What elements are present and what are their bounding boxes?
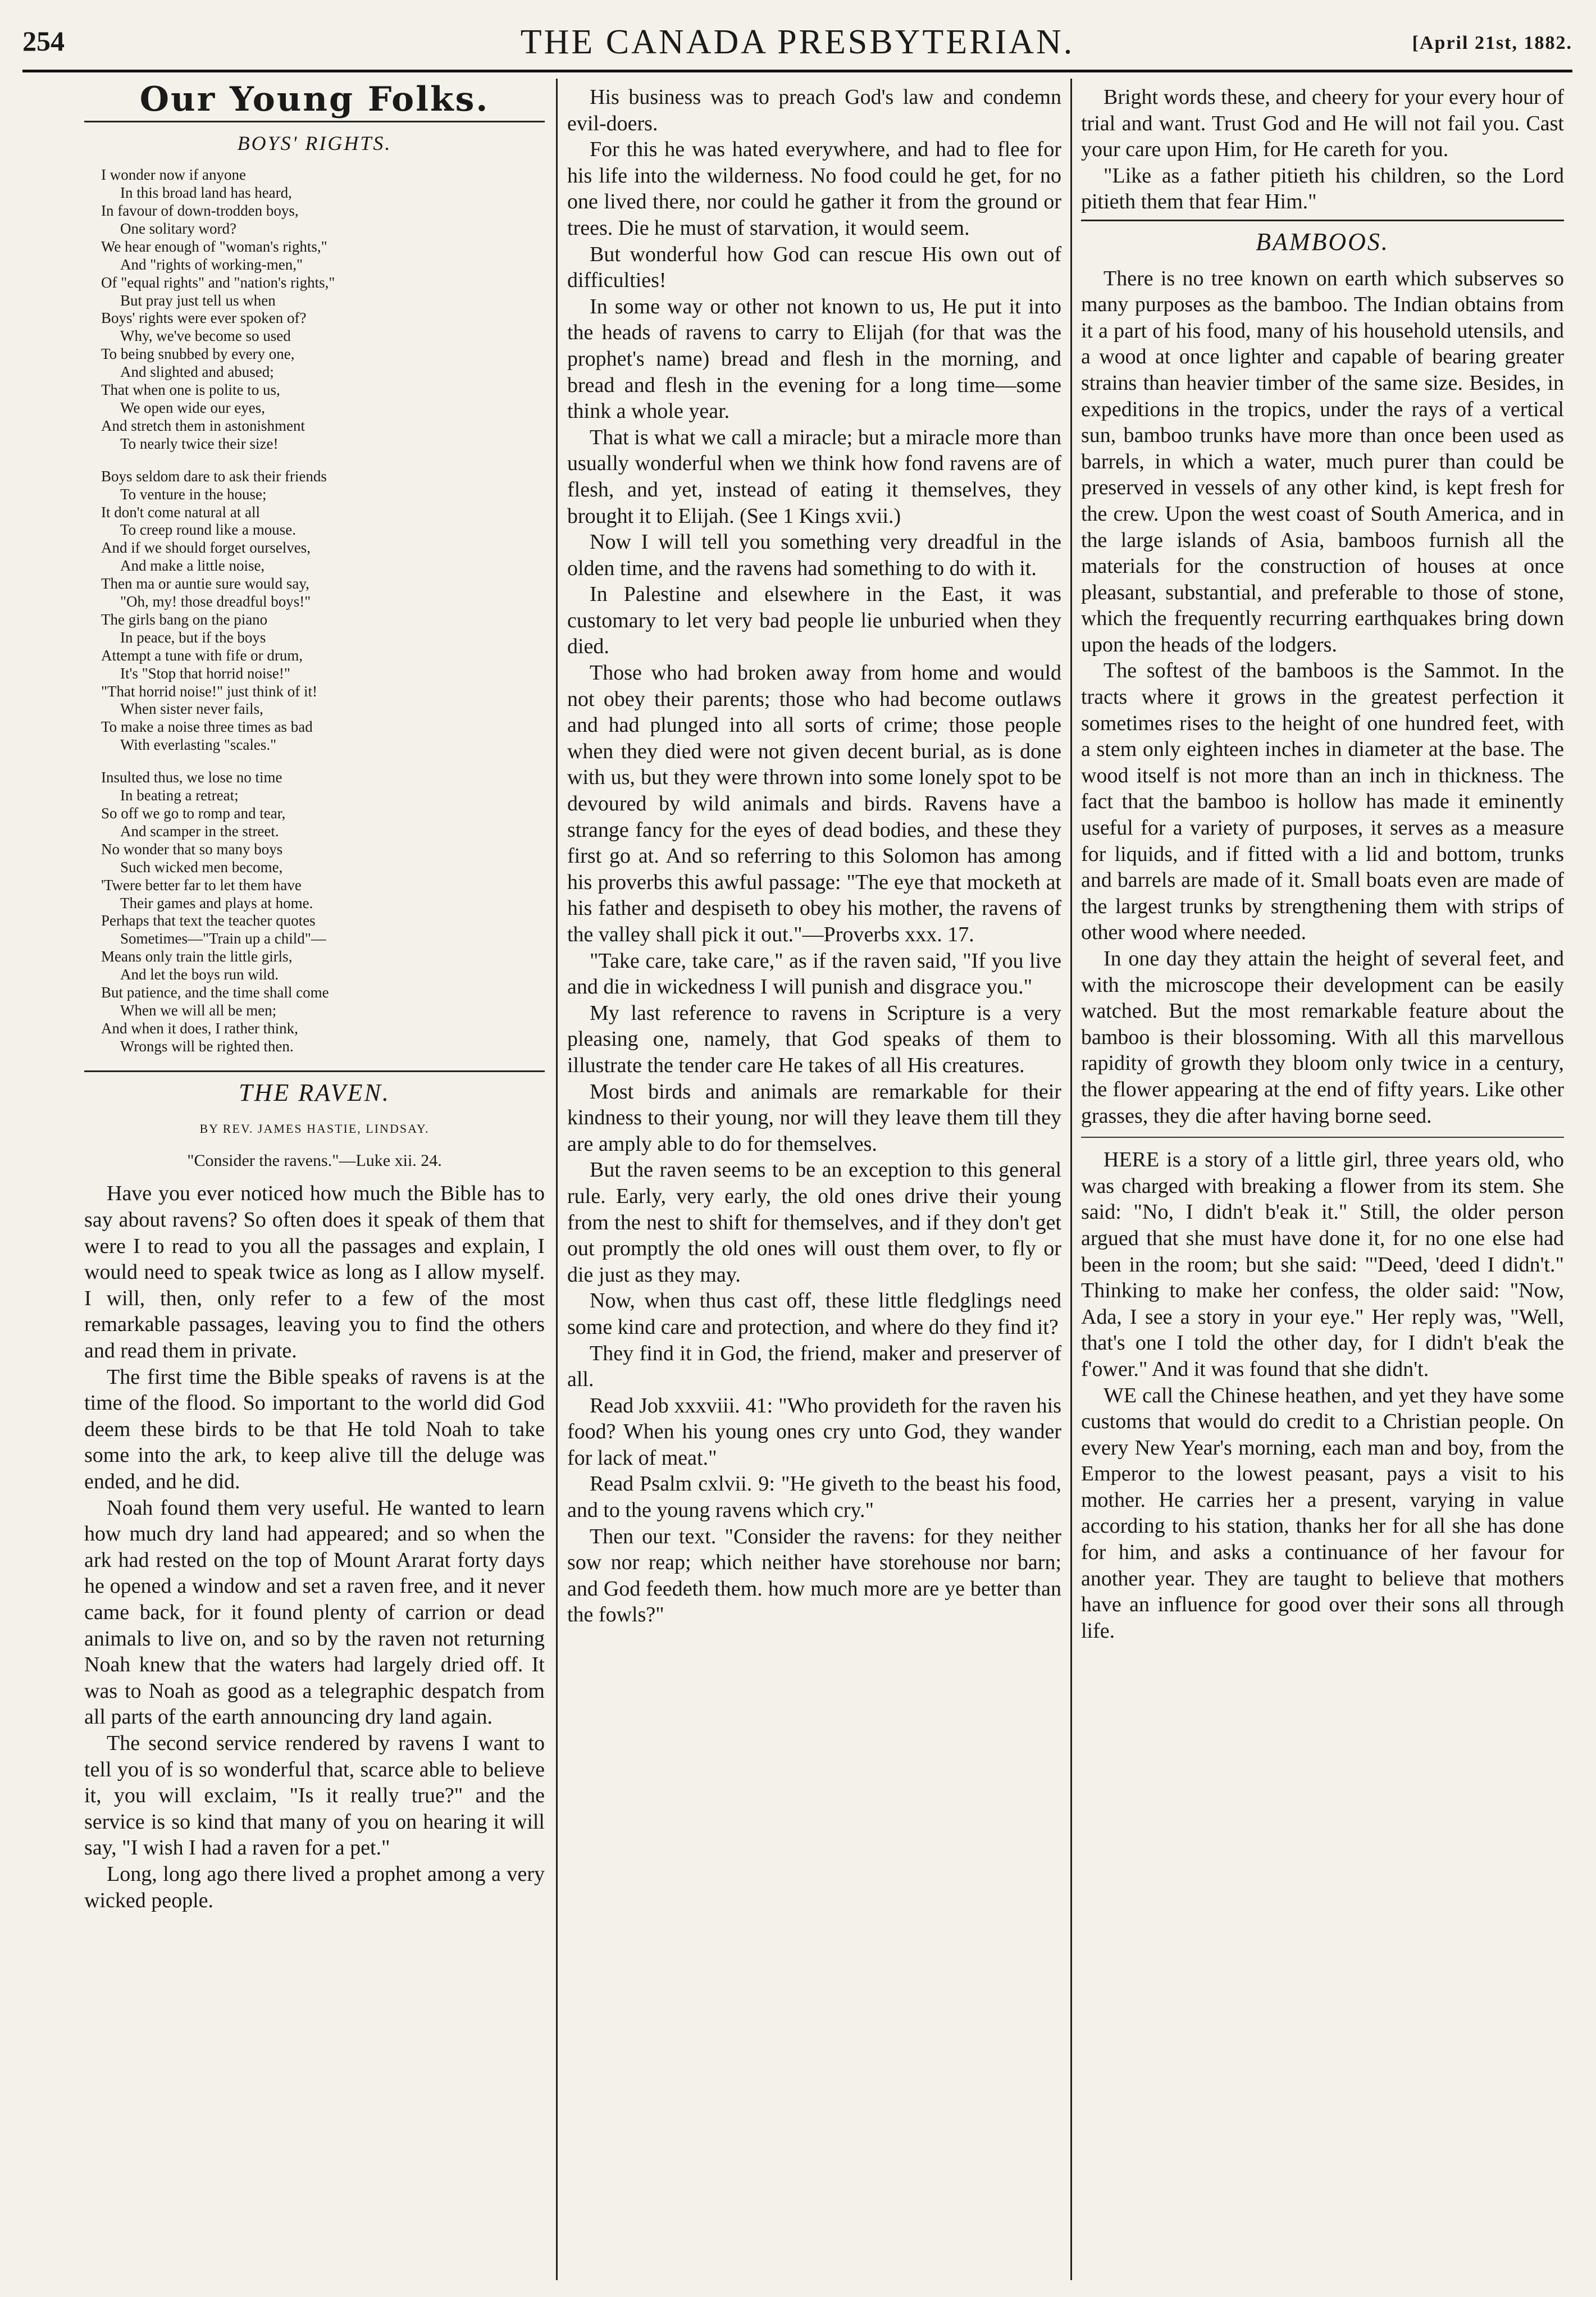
paragraph: Noah found them very useful. He wanted to learn how much dry land had appeared; and so when the ark had rested on the top of Mount Ararat forty days he opened a window and set a raven free, and it never came back, for it found plenty of carrion or dead animals to live on, and so by the raven not returning Noah knew that the waters had largely dried off. It was to Noah as good as a telegraphic despatch from all parts of the earth announcing dry land again.: [84, 1496, 545, 1729]
poem-line: So off we go to romp and tear,: [101, 805, 286, 822]
poem-line: I wonder now if anyone: [101, 166, 246, 184]
paragraph: In Palestine and elsewhere in the East, it was customary to let very bad people lie unburied when they died.: [567, 582, 1061, 659]
column-1: [84, 84, 545, 2275]
poem-line: And slighted and abused;: [120, 363, 274, 381]
masthead-rule: [22, 70, 1572, 72]
poem-line: With everlasting "scales.": [120, 736, 277, 754]
paragraph: In one day they attain the height of several feet, and with the microscope their development can be easily watched. But the most remarkable feature about the bamboo is their blossoming. With all this marvellous rapidity of growth they bloom only twice in a century, the flower appearing at the end of fifty years. Like other grasses, they die after having borne seed.: [1081, 947, 1564, 1128]
poem-line: But pray just tell us when: [120, 291, 276, 309]
poem-line: In beating a retreat;: [120, 787, 239, 804]
paragraph: The second service rendered by ravens I want to tell you of is so wonderful that, scarce able to believe it, you will exclaim, "Is it really true?" and the service is so kind that many of you on hearing it will say, "I wish I had a raven for a pet.": [84, 1731, 545, 1860]
poem-line: Wrongs will be righted then.: [120, 1037, 294, 1055]
poem-line: Means only train the little girls,: [101, 948, 293, 965]
poem-line: In favour of down-trodden boys,: [101, 202, 299, 219]
paragraph: Read Job xxxviii. 41: "Who provideth for the raven his food? When his young ones cry unto God, they wander for lack of meat.": [567, 1393, 1061, 1470]
poem-line: But patience, and the time shall come: [101, 984, 329, 1001]
paragraph: But the raven seems to be an exception to this general rule. Early, very early, the old ones drive their young from the nest to shift for themselves, and if they don't get out promptly the old ones will oust them over, to fly or die just as they may.: [567, 1158, 1061, 1287]
byline: BY REV. JAMES HASTIE, LINDSAY.: [199, 1122, 430, 1136]
section-rule: [84, 121, 545, 122]
poem-line: And "rights of working-men,": [120, 256, 303, 273]
poem-line: Such wicked men become,: [120, 858, 283, 876]
poem-line: Attempt a tune with fife or drum,: [101, 646, 303, 664]
section-rule: [1081, 220, 1564, 221]
poem-line: 'Twere better far to let them have: [101, 876, 302, 894]
raven-article-conclusion: [1081, 84, 1564, 215]
section-rule: [1081, 1137, 1564, 1138]
poem-line: We hear enough of "woman's rights,": [101, 238, 327, 255]
poem-line: Boys seldom dare to ask their friends: [101, 467, 327, 485]
poem-line: That when one is polite to us,: [101, 381, 280, 399]
poem-stanza: [101, 166, 545, 453]
poem-line: And stretch them in astonishment: [101, 417, 305, 434]
poem-line: "That horrid noise!" just think of it!: [101, 682, 317, 700]
poem-line: To make a noise three times as bad: [101, 718, 313, 736]
poem-line: Their games and plays at home.: [120, 894, 313, 911]
paragraph: There is no tree known on earth which subserves so many purposes as the bamboo. The Indian obtains from it a part of his food, many of his household utensils, and a wood at once lighter and capable of bearing greater strains than heavier timber of the same size. Besides, in expeditions in the tropics, under the rays of a vertical sun, bamboo trunks have more than once been used as barrels, in which a water, much purer than could be preserved in vessels of any other kind, is kept fresh for the crew. Upon the west coast of South America, and in the large islands of Asia, bamboos furnish all the materials for the construction of houses at once pleasant, substantial, and preferable to those of stone, which the frequently recurring earthquakes bring down upon the heads of the lodgers.: [1081, 266, 1564, 657]
poem-line: Then ma or auntie sure would say,: [101, 575, 309, 593]
poem-line: It's "Stop that horrid noise!": [120, 664, 290, 682]
poem-line: We open wide our eyes,: [120, 399, 265, 416]
epigraph: "Consider the ravens."—Luke xii. 24.: [187, 1151, 442, 1170]
article-title-raven: THE RAVEN.: [239, 1078, 390, 1106]
paragraph: The softest of the bamboos is the Sammot. In the tracts where it grows in the greatest perfection it sometimes rises to the height of one hundred feet, with a stem only eighteen inches in diameter at the base. The wood itself is not more than an inch in thickness. The fact that the bamboo is hollow has made it eminently useful for a variety of purposes, it serves as a measure for liquids, and if fitted with a lid and bottom, trunks and barrels are made of it. Small boats even are made of the largest trunks by strengthening them with strips of other wood where needed.: [1081, 659, 1564, 945]
poem-line: And scamper in the street.: [120, 822, 279, 840]
paragraph: "Take care, take care," as if the raven said, "If you live and die in wickedness I will punish and disgrace you.": [567, 949, 1061, 999]
paragraph: HERE is a story of a little girl, three years old, who was charged with breaking a flower from its stem. She said: "No, I didn't b'eak it." Still, the older person argued that she must have done it, for no one else had been in the room; but she said: "'Deed, 'deed I didn't." Thinking to make her confess, the older said: "Now, Ada, I see a story in your eye." Her reply was, "Well, that's one I told the other day, for I didn't b'eak the f'ower." And it was found that she didn't.: [1081, 1148, 1564, 1381]
poem-line: Boys' rights were ever spoken of?: [101, 309, 307, 327]
paragraph: Long, long ago there lived a prophet among a very wicked people.: [84, 1862, 545, 1912]
paragraph: Now, when thus cast off, these little fledglings need some kind care and protection, and where do they find it?: [567, 1289, 1061, 1339]
newspaper-title: THE CANADA PRESBYTERIAN.: [520, 23, 1075, 61]
issue-date: [April 21st, 1882.: [1412, 33, 1572, 53]
page-number: 254: [22, 25, 65, 57]
poem-line: One solitary word?: [120, 220, 236, 237]
poem-line: And make a little noise,: [120, 557, 265, 575]
poem-line: When sister never fails,: [120, 700, 263, 718]
poem-stanza: [101, 769, 545, 1056]
poem-line: Perhaps that text the teacher quotes: [101, 912, 316, 929]
article-title-bamboos: BAMBOOS.: [1256, 227, 1389, 256]
poem-line: And if we should forget ourselves,: [101, 539, 311, 557]
poem-line: And let the boys run wild.: [120, 966, 279, 983]
poem-line: "Oh, my! those dreadful boys!": [120, 593, 311, 610]
paragraph: "Like as a father pitieth his children, so the Lord pitieth them that fear Him.": [1081, 163, 1564, 214]
poem-line: When we will all be men;: [120, 1001, 277, 1019]
poem-line: To being snubbed by every one,: [101, 345, 295, 363]
paragraph: Have you ever noticed how much the Bible has to say about ravens? So often does it speak of them that were I to read to you all the passages and explain, I would need to speak twice as long as I allow myself. I will, then, only refer to a few of the most remarkable passages, leaving you to find the others and read them in private.: [84, 1182, 545, 1363]
paragraph: His business was to preach God's law and condemn evil-doers.: [567, 85, 1061, 135]
poem-line: To nearly twice their size!: [120, 435, 279, 452]
paragraph: But wonderful how God can rescue His own out of difficulties!: [567, 242, 1061, 293]
masthead: [22, 20, 1572, 71]
paragraph: WE call the Chinese heathen, and yet they have some customs that would do credit to a Christian people. On every New Year's morning, each man and boy, from the Emperor to the lowest peasant, pays a visit to his mother. He carries her a present, varying in value according to his station, thanks her for all she has done for him, and asks a continuance of her favour for another year. They are taught to believe that mothers have an influence for good over their sons all through life.: [1081, 1383, 1564, 1643]
short-items: [1081, 1147, 1564, 1644]
paragraph: Those who had broken away from home and would not obey their parents; those who had become outlaws and had plunged into all sorts of crime; those people when they died were not given decent burial, as is done with us, but they were thrown into some lonely spot to be devoured by wild animals and birds. Ravens have a strange fancy for the eyes of dead bodies, and these they first go at. And so referring to this Solomon has among his proverbs this awful passage: "The eye that mocketh at his father and despiseth to obey his mother, the ravens of the valley shall pick it out."—Proverbs xxx. 17.: [567, 661, 1061, 946]
paragraph: That is what we call a miracle; but a miracle more than usually wonderful when we think how fond ravens are of flesh, and yet, instead of eating it themselves, they brought it to Elijah. (See 1 Kings xvii.): [567, 425, 1061, 528]
column-2: [567, 84, 1061, 2275]
paragraph: My last reference to ravens in Scripture is a very pleasing one, namely, that God speaks of them to illustrate the tender care He takes of all His creatures.: [567, 1001, 1061, 1077]
poem-line: In peace, but if the boys: [120, 628, 266, 646]
paragraph: Bright words these, and cheery for your every hour of trial and want. Trust God and He will not fail you. Cast your care upon Him, for He careth for you.: [1081, 85, 1564, 162]
poem-line: Of "equal rights" and "nation's rights,": [101, 274, 335, 291]
poem-line: Sometimes—"Train up a child"—: [120, 930, 326, 947]
column-divider: [1070, 79, 1072, 2280]
poem-line: It don't come natural at all: [101, 503, 261, 521]
poem-title: BOYS' RIGHTS.: [237, 131, 392, 154]
paragraph: For this he was hated everywhere, and had to flee for his life into the wilderness. No food could he get, for no one lived there, nor could he gather it from the ground or trees. Die he must of starvation, it would seem.: [567, 138, 1061, 240]
poem-line: In this broad land has heard,: [120, 184, 292, 202]
paragraph: Then our text. "Consider the ravens: for they neither sow nor reap; which neither have storehouse nor barn; and God feedeth them. how much more are ye better than the fowls?": [567, 1524, 1061, 1627]
section-rule: [84, 1070, 545, 1072]
raven-article-body: [84, 1181, 545, 1913]
raven-article-continued: [567, 84, 1061, 1628]
poem-stanza: [101, 468, 545, 755]
column-3: [1081, 84, 1564, 2275]
poem-line: And when it does, I rather think,: [101, 1019, 298, 1037]
poem-line: Why, we've become so used: [120, 327, 291, 345]
department-heading: Our Young Folks.: [139, 84, 490, 119]
bamboos-article-body: [1081, 266, 1564, 1129]
paragraph: Most birds and animals are remarkable for their kindness to their young, nor will they leave them till they are amply able to do for themselves.: [567, 1079, 1061, 1156]
paragraph: The first time the Bible speaks of ravens is at the time of the flood. So important to the world did God deem these birds to be that He told Noah to take some into the ark, to keep alive till the deluge was ended, and he did.: [84, 1365, 545, 1493]
poem-line: To venture in the house;: [120, 485, 267, 503]
paragraph: Now I will tell you something very dreadful in the olden time, and the ravens had something to do with it.: [567, 530, 1061, 580]
paragraph: In some way or other not known to us, He put it into the heads of ravens to carry to Elijah (for that was the prophet's name) bread and flesh in the morning, and bread and flesh in the evening for a long time—some think a whole year.: [567, 294, 1061, 423]
paragraph: Read Psalm cxlvii. 9: "He giveth to the beast his food, and to the young ravens which cry.": [567, 1472, 1061, 1523]
poem-line: Insulted thus, we lose no time: [101, 769, 282, 786]
poem-line: The girls bang on the piano: [101, 610, 268, 628]
poem-line: To creep round like a mouse.: [120, 521, 297, 539]
paragraph: They find it in God, the friend, maker and preserver of all.: [567, 1341, 1061, 1392]
poem-boys-rights: [101, 166, 545, 1056]
poem-line: No wonder that so many boys: [101, 840, 283, 858]
column-divider: [556, 79, 558, 2280]
